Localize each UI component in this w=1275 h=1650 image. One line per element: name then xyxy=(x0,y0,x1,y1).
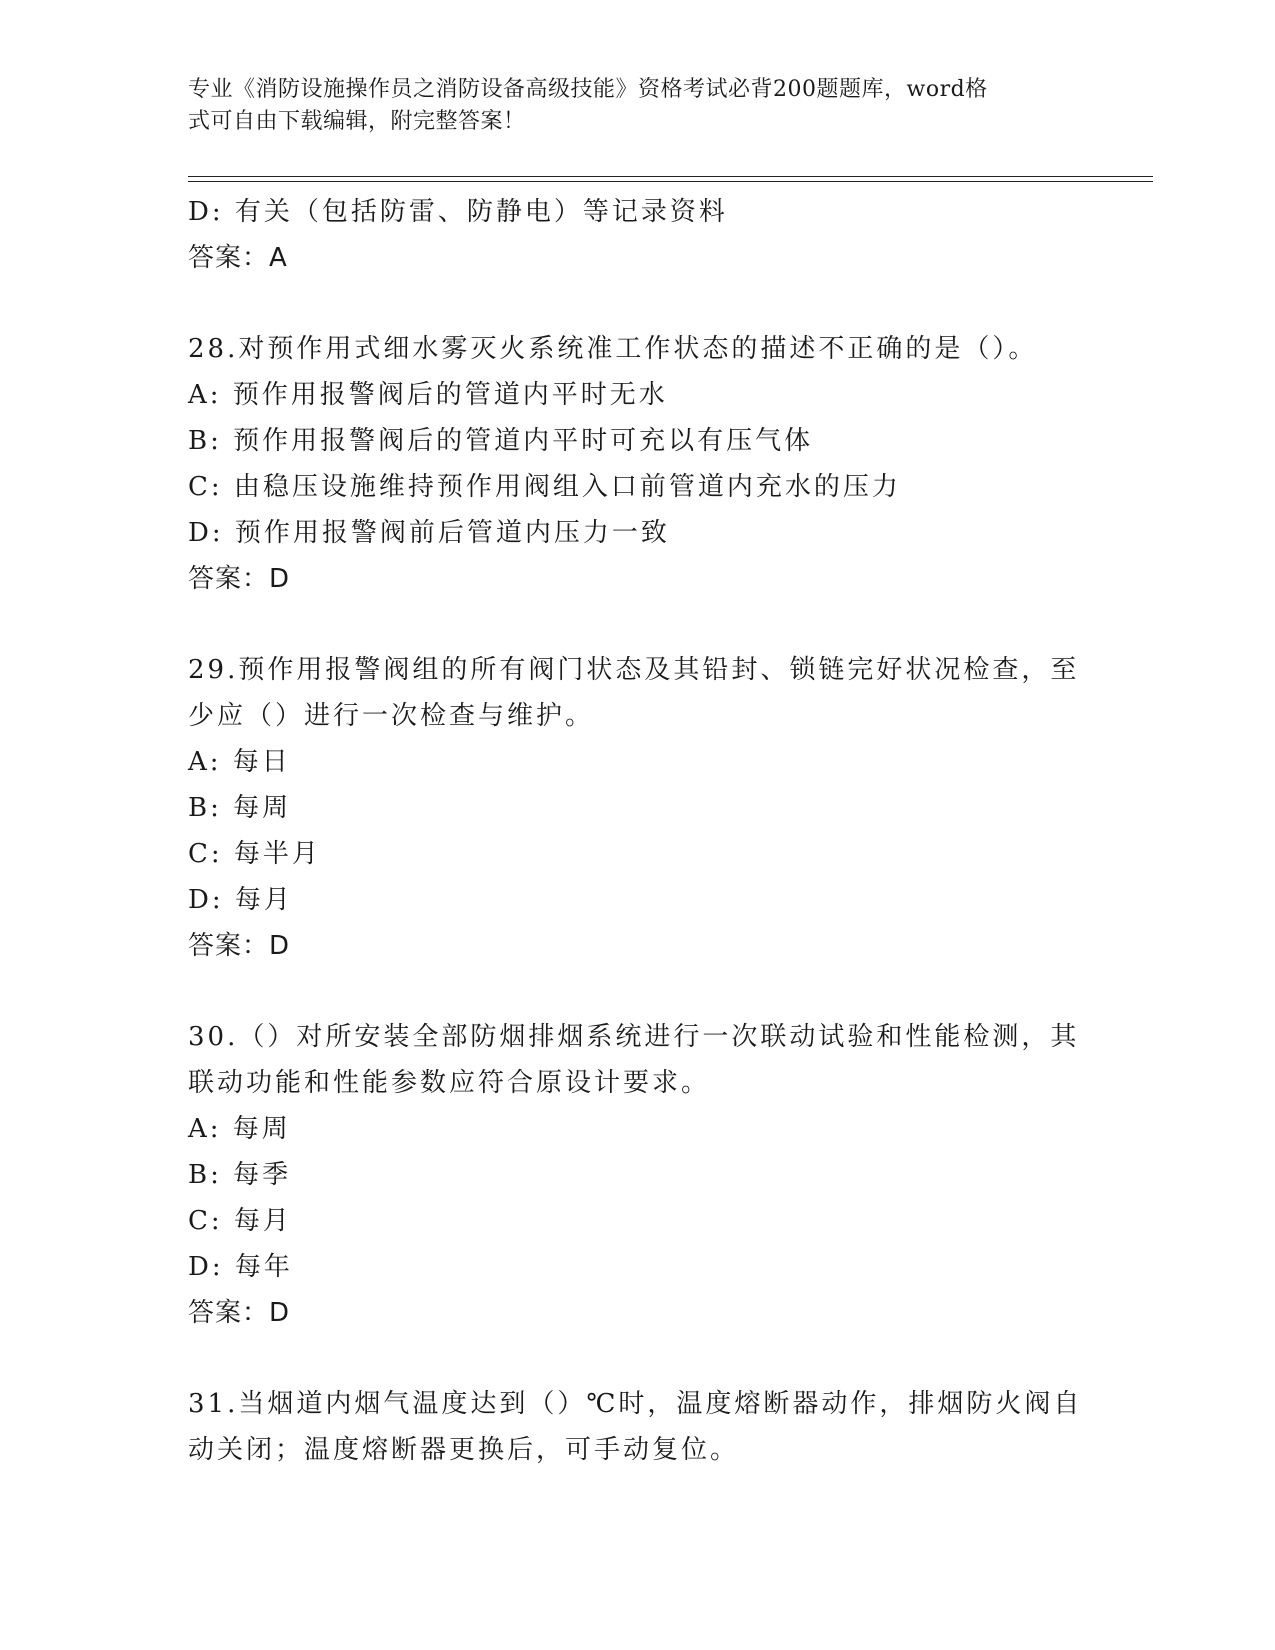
option-d: D: 预作用报警阀前后管道内压力一致 xyxy=(188,518,670,548)
question-text-cont: 联动功能和性能参数应符合原设计要求。 xyxy=(188,1068,711,1098)
question-text-cont: 动关闭；温度熔断器更换后，可手动复位。 xyxy=(188,1435,740,1465)
option-b: B: 每季 xyxy=(188,1160,292,1190)
question-28 xyxy=(188,326,1088,602)
option-b: B: 每周 xyxy=(188,793,292,823)
question-29 xyxy=(188,647,1088,969)
question-text: 29.预作用报警阀组的所有阀门状态及其铅封、锁链完好状况检查，至 xyxy=(188,655,1080,685)
option-c: C: 每月 xyxy=(188,1206,292,1236)
answer: 答案：D xyxy=(188,1298,291,1328)
option-c: C: 每半月 xyxy=(188,839,321,869)
document-body xyxy=(188,189,1088,1473)
option-d: D: 每月 xyxy=(188,885,293,915)
question-text: 28.对预作用式细水雾灭火系统准工作状态的描述不正确的是（）。 xyxy=(188,334,1038,364)
document-header xyxy=(188,74,1088,138)
option-a: A: 预作用报警阀后的管道内平时无水 xyxy=(188,380,668,410)
header-divider-top xyxy=(188,176,1153,177)
option-a: A: 每日 xyxy=(188,747,291,777)
header-divider-bottom xyxy=(188,181,1153,182)
option-d: D: 有关（包括防雷、防静电）等记录资料 xyxy=(188,197,728,227)
answer: 答案：D xyxy=(188,931,291,961)
header-line-1: 专业《消防设施操作员之消防设备高级技能》资格考试必背200题题库，word格 xyxy=(188,77,988,102)
option-d: D: 每年 xyxy=(188,1252,293,1282)
answer: 答案：A xyxy=(188,243,288,273)
question-text: 30.（）对所安装全部防烟排烟系统进行一次联动试验和性能检测，其 xyxy=(188,1022,1080,1052)
header-line-2: 式可自由下载编辑，附完整答案！ xyxy=(188,109,526,134)
question-text: 31.当烟道内烟气温度达到（）℃时，温度熔断器动作，排烟防火阀自 xyxy=(188,1389,1083,1419)
question-text-cont: 少应（）进行一次检查与维护。 xyxy=(188,701,595,731)
option-c: C: 由稳压设施维持预作用阀组入口前管道内充水的压力 xyxy=(188,472,901,502)
question-30 xyxy=(188,1014,1088,1336)
option-a: A: 每周 xyxy=(188,1114,291,1144)
answer: 答案：D xyxy=(188,564,291,594)
option-b: B: 预作用报警阀后的管道内平时可充以有压气体 xyxy=(188,426,814,456)
question-fragment xyxy=(188,189,1088,281)
question-31 xyxy=(188,1381,1088,1473)
